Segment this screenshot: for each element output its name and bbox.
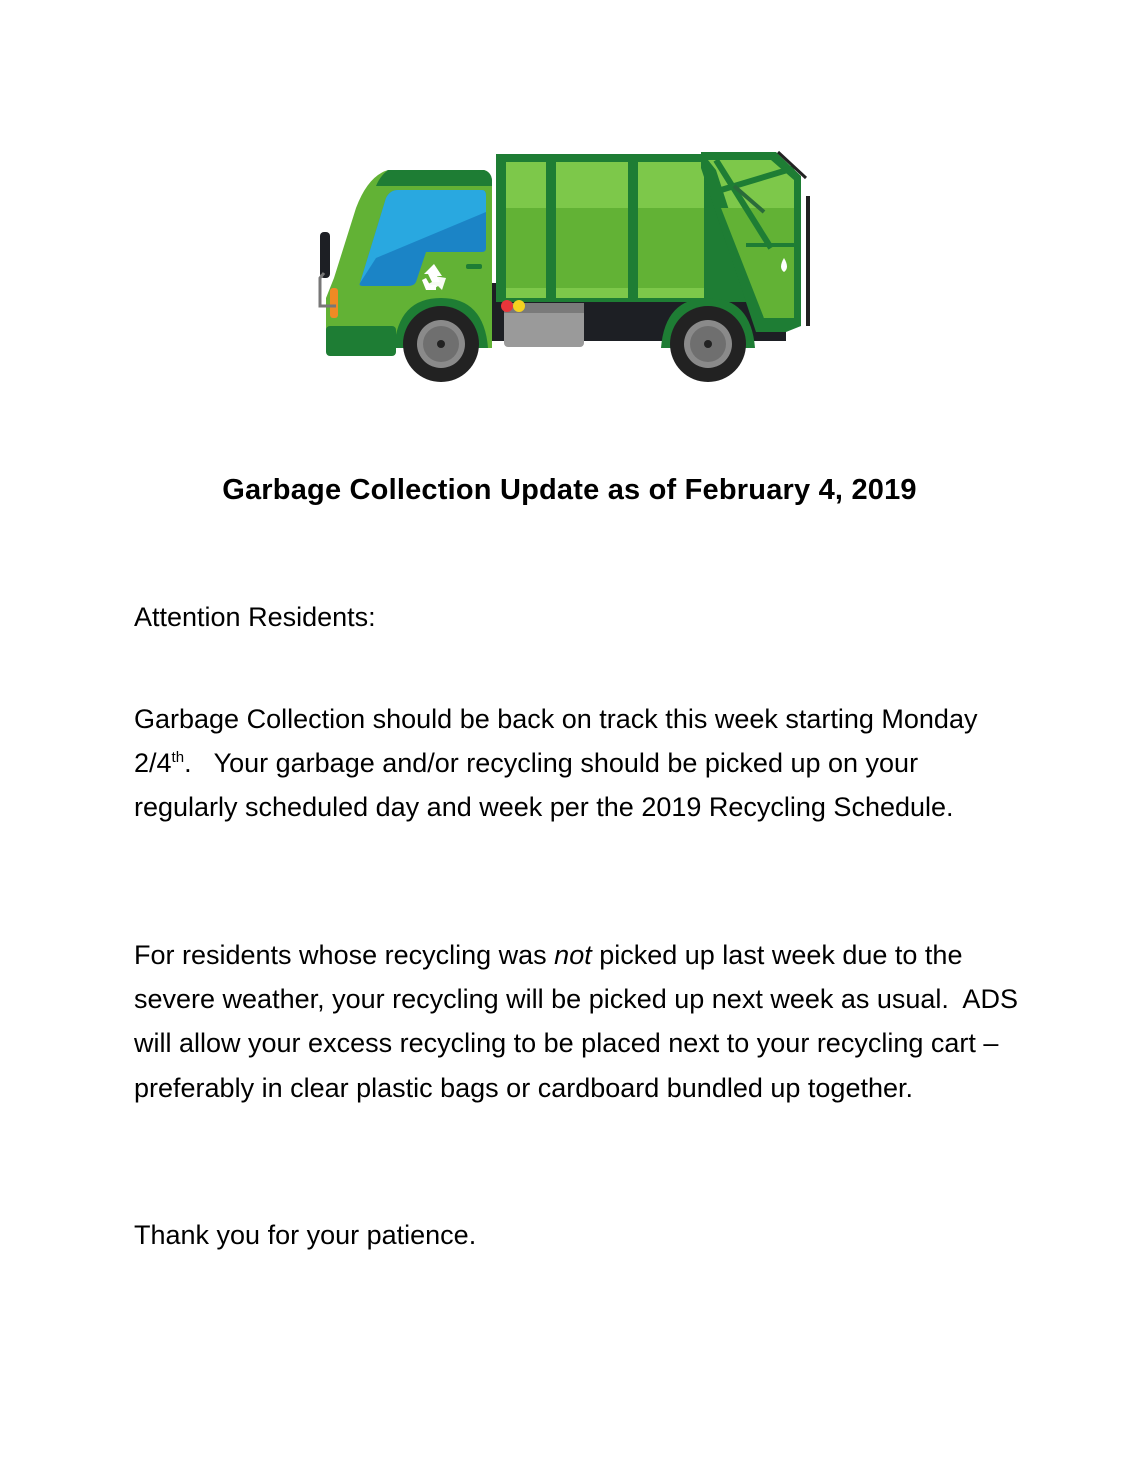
paragraph-text: . Your garbage and/or recycling should be picked up on your regularly scheduled day and week per the 2019 Recycling Schedule. — [134, 748, 954, 823]
document-title: Garbage Collection Update as of February 4, 2019 — [222, 474, 917, 506]
paragraph-missed-recycling — [134, 933, 1024, 1110]
closing-line: Thank you for your patience. — [134, 1220, 477, 1250]
ordinal-superscript: th — [171, 749, 185, 767]
paragraph-text: Garbage Collection should be back on track this week starting Monday 2/4 — [134, 704, 978, 779]
paragraph-schedule-update — [134, 697, 1024, 830]
garbage-truck-illustration — [316, 148, 820, 384]
emphasis-text: not — [554, 940, 592, 970]
paragraph-text: picked up last week due to the severe weather, your recycling will be picked up next week as usual. ADS will allow your excess recycling to be placed next to your recycling cart – preferably in clear plastic bags or cardboard bundled up together. — [134, 940, 1026, 1103]
greeting: Attention Residents: — [134, 602, 376, 632]
paragraph-text: For residents whose recycling was — [134, 940, 555, 970]
